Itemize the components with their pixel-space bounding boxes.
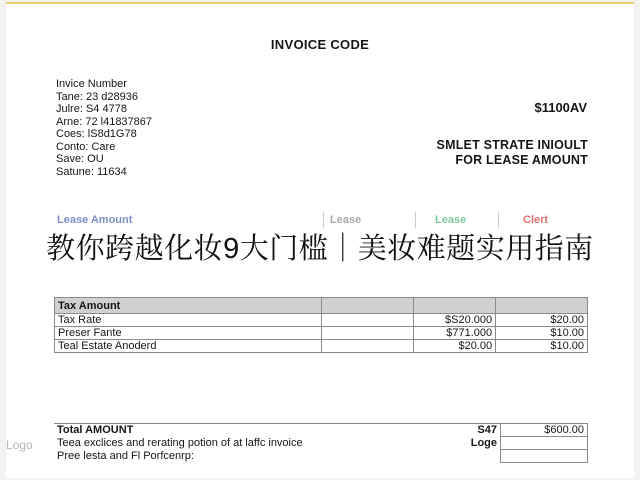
- overlay-caption: 教你跨越化妆9大门槛｜美妆难题实用指南: [46, 233, 594, 265]
- note-text: Teea exclices and rerating potion of at laffc invoice: [57, 437, 303, 449]
- info-line: Julre: S4 4778: [56, 103, 127, 115]
- footer-value-cell: [501, 450, 588, 463]
- statement-line: FOR LEASE AMOUNT: [455, 153, 588, 167]
- row-value: $S20.000: [414, 314, 496, 327]
- statement-heading: [437, 138, 588, 168]
- logo-watermark: Logo: [6, 438, 33, 452]
- info-line: Save: OU: [56, 153, 104, 165]
- statement-line: SMLET STRATE INIOULT: [436, 138, 588, 152]
- info-line: Coes: lS8d1G78: [56, 128, 137, 140]
- lease-amount-label: Lease Amount: [57, 214, 133, 226]
- note-mid: Loge: [470, 437, 497, 449]
- row-value: $10.00: [496, 327, 588, 340]
- totals-table: [54, 423, 588, 463]
- tax-table-header: [55, 298, 588, 314]
- table-row: [55, 314, 588, 327]
- table-row: [55, 327, 588, 340]
- row-label: Teal Estate Anoderd: [55, 340, 322, 353]
- lease-label: Lease: [330, 214, 362, 226]
- row-label: Preser Fante: [55, 327, 322, 340]
- info-line: Satune: 11634: [56, 165, 127, 178]
- note-value-cell: [501, 437, 588, 450]
- footer-row: [54, 450, 588, 463]
- row-value: $20.00: [496, 314, 588, 327]
- total-amount-value: $600.00: [501, 424, 588, 437]
- invoice-title: INVOICE CODE: [270, 37, 370, 52]
- total-mid-value: S47: [434, 424, 501, 437]
- footer-text: Pree lesta and Fl Porfcenrp:: [57, 450, 194, 462]
- tax-table: [54, 297, 588, 353]
- row-value: $771.000: [414, 327, 496, 340]
- note-row: [54, 437, 588, 450]
- info-line: Conto: Care: [56, 140, 116, 153]
- table-row: [55, 340, 588, 353]
- invoice-amount: $1100AV: [534, 100, 587, 115]
- row-value: $20.00: [414, 340, 496, 353]
- invoice-info-block: [56, 78, 152, 178]
- info-line: Tane: 23 d28936: [56, 90, 138, 103]
- row-label: Tax Rate: [55, 314, 322, 327]
- tax-amount-header: Tax Amount: [55, 298, 322, 314]
- clert-label: Clert: [523, 214, 549, 226]
- info-line: Arne: 72 l41837867: [56, 115, 153, 128]
- row-value: $10.00: [496, 340, 588, 353]
- lease-label-green: Lease: [435, 214, 467, 226]
- info-line: Invice Number: [56, 78, 127, 90]
- total-amount-label: Total AMOUNT: [54, 424, 434, 437]
- total-row: [54, 424, 588, 437]
